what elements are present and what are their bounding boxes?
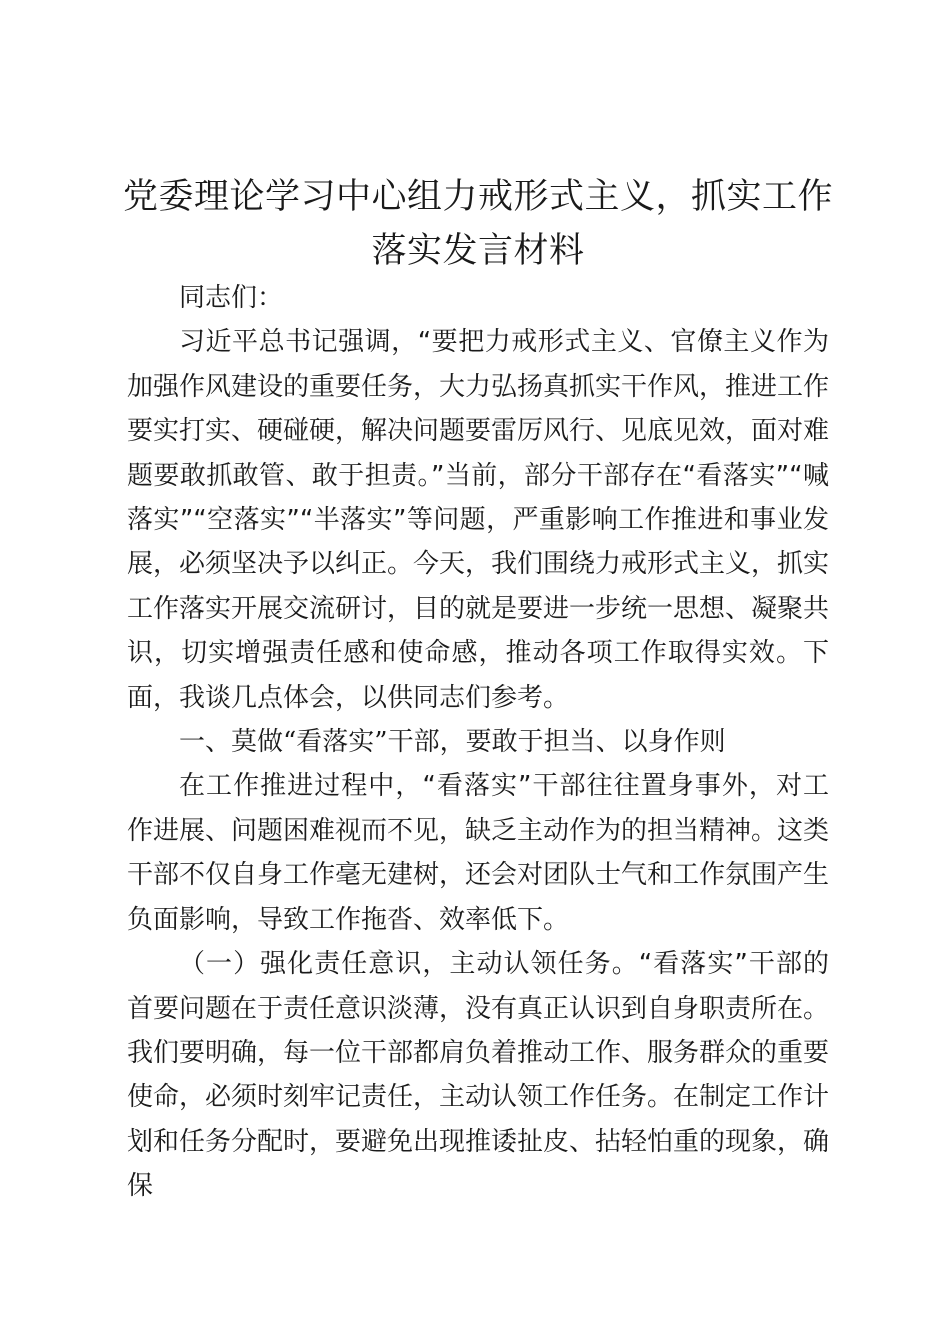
document-body: [127, 276, 829, 1209]
salutation: 同志们：: [179, 283, 284, 313]
section-heading: 一、莫做“看落实”干部，要敢于担当、以身作则: [179, 727, 726, 758]
intro-paragraph: 习近平总书记强调，“要把力戒形式主义、官僚主义作为加强作风建设的重要任务，大力弘扬真抓实干作风，推进工作要实打实、硬碰硬，解决问题要雷厉风行、见底见效，面对难题要敢抓敢管、敢于担责。”当前，部分干部存在“看落实”“喊落实”“空落实”“半落实”等问题，严重影响工作推进和事业发展，必须坚决予以纠正。今天，我们围绕力戒形式主义，抓实工作落实开展交流研讨，目的就是要进一步统一思想、凝聚共识，切实增强责任感和使命感，推动各项工作取得实效。下面，我谈几点体会，以供同志们参考。: [127, 327, 830, 713]
section-paragraph-1: 在工作推进过程中，“看落实”干部往往置身事外，对工作进展、问题困难视而不见，缺乏主动作为的担当精神。这类干部不仅自身工作毫无建树，还会对团队士气和工作氛围产生负面影响，导致工作拖沓、效率低下。: [127, 771, 830, 935]
document-title: 党委理论学习中心组力戒形式主义，抓实工作落实发言材料: [122, 177, 833, 271]
section-paragraph-2: （一）强化责任意识，主动认领任务。“看落实”干部的首要问题在于责任意识淡薄，没有真正认识到自身职责所在。我们要明确，每一位干部都肩负着推动工作、服务群众的重要使命，必须时刻牢记责任，主动认领工作任务。在制定工作计划和任务分配时，要避免出现推诿扯皮、拈轻怕重的现象，确保: [127, 949, 830, 1202]
